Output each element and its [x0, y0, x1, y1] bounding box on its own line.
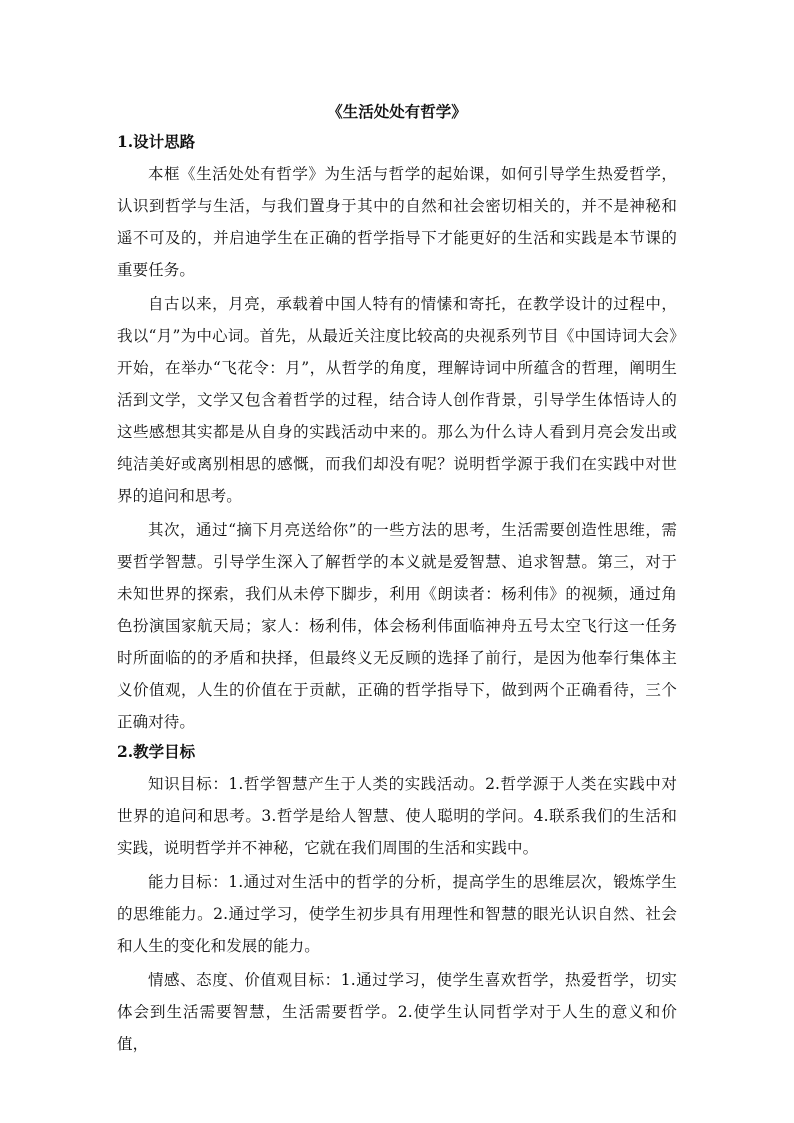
paragraph: 情感、态度、价值观目标：1.通过学习，使学生喜欢哲学，热爱哲学，切实体会到生活需要智慧，生活需要哲学。2.使学生认同哲学对于人生的意义和价值，	[117, 971, 677, 1053]
paragraph: 能力目标：1.通过对生活中的哲学的分析，提高学生的思维层次，锻炼学生的思维能力。2.通过学习，使学生初步具有用理性和智慧的眼光认识自然、社会和人生的变化和发展的能力。	[117, 873, 677, 955]
document-page	[117, 100, 677, 1062]
paragraph: 自古以来，月亮，承载着中国人特有的情愫和寄托，在教学设计的过程中，我以“月”为中心词。首先，从最近关注度比较高的央视系列节目《中国诗词大会》开始，在举办“飞花令：月”，从哲学的角度，理解诗词中所蕴含的哲理，阐明生活到文学，文学又包含着哲学的过程，结合诗人创作背景，引导学生体悟诗人的这些感想其实都是从自身的实践活动中来的。那么为什么诗人看到月亮会发出或纯洁美好或离别相思的感慨，而我们却没有呢？说明哲学源于我们在实践中对世界的追问和思考。	[117, 295, 677, 505]
section-teaching-goals	[117, 740, 677, 1060]
document-title: 《生活处处有哲学》	[327, 102, 467, 121]
section-heading: 2.教学目标	[117, 742, 196, 761]
section-heading: 1.设计思路	[117, 132, 196, 151]
paragraph: 其次，通过“摘下月亮送给你”的一些方法的思考，生活需要创造性思维，需要哲学智慧。引导学生深入了解哲学的本义就是爱智慧、追求智慧。第三，对于未知世界的探索，我们从未停下脚步，利用《朗读者：杨利伟》的视频，通过角色扮演国家航天局；家人：杨利伟，体会杨利伟面临神舟五号太空飞行这一任务时所面临的的矛盾和抉择，但最终义无反顾的选择了前行，是因为他奉行集体主义价值观，人生的价值在于贡献，正确的哲学指导下，做到两个正确看待，三个正确对待。	[117, 521, 677, 731]
paragraph: 知识目标：1.哲学智慧产生于人类的实践活动。2.哲学源于人类在实践中对世界的追问和思考。3.哲学是给人智慧、使人聪明的学问。4.联系我们的生活和实践，说明哲学并不神秘，它就在我们周围的生活和实践中。	[117, 775, 677, 857]
paragraph: 本框《生活处处有哲学》为生活与哲学的起始课，如何引导学生热爱哲学，认识到哲学与生活，与我们置身于其中的自然和社会密切相关的，并不是神秘和遥不可及的，并启迪学生在正确的哲学指导下才能更好的生活和实践是本节课的重要任务。	[117, 165, 677, 279]
section-design-ideas	[117, 130, 677, 738]
